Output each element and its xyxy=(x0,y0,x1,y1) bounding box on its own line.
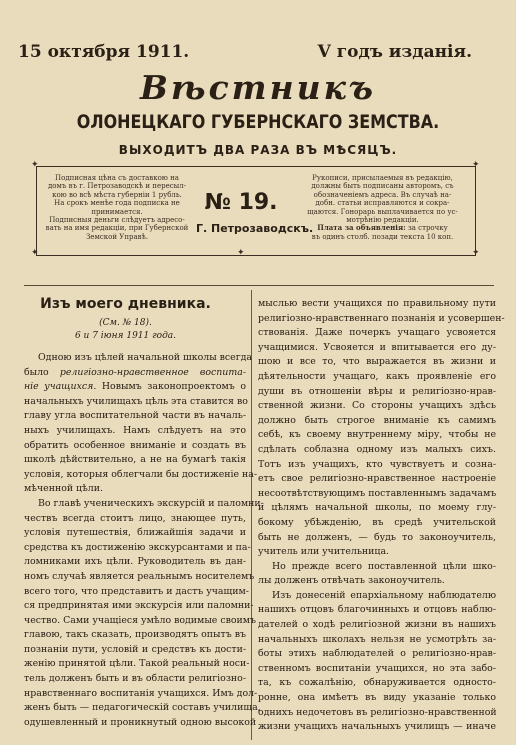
ornament-icon: ✦ xyxy=(31,248,39,258)
article-line: мыслью вести учащихся по правильному пути xyxy=(258,298,496,309)
issue-city: Г. Петрозаводскъ. xyxy=(196,222,314,235)
masthead-title: Вѣстникъ xyxy=(140,68,376,107)
article-reference: (См. № 18). xyxy=(99,318,152,328)
article-line: жизни учащихъ начальныхъ училищъ — иначе xyxy=(258,721,496,733)
subscription-line: вать на имя редакціи, при Губернской xyxy=(45,224,189,233)
article-line: ственной жизни. Со стороны учащихъ здѣсь xyxy=(258,400,496,412)
article-line: чествъ всегда стоитъ лицо, знающее путь, xyxy=(24,512,246,524)
article-line: обратить особенное вниманіе и создать въ xyxy=(24,439,246,451)
subscription-line: принимается. xyxy=(91,207,143,216)
publication-year: V годъ изданія. xyxy=(317,42,472,62)
article-line: Но прежде всего поставленной цѣли шко- xyxy=(272,560,496,572)
article-line: условія, которыя облегчали бы достиженіе на- xyxy=(24,468,258,480)
editorial-info xyxy=(290,174,475,241)
article-line: однихъ недочетовъ въ религіозно-нравственной xyxy=(258,706,497,718)
issue-number: № 19. xyxy=(204,190,278,215)
article-line: начальныхъ школахъ нельзя не усмотрѣть за- xyxy=(258,633,496,645)
subscription-line: На срокъ менѣе года подписка не xyxy=(54,199,180,208)
editorial-line: обозначеніемъ адреса. Въ случаѣ на- xyxy=(313,190,452,199)
article-line: условія путешествія, ближайшія задачи и xyxy=(24,527,246,539)
ornament-icon: ✦ xyxy=(472,160,480,170)
article-line: ломниками ихъ цѣли. Руководитель въ дан- xyxy=(24,556,246,568)
editorial-line: Рукописи, присылаемыя въ редакцію, xyxy=(312,174,453,182)
article-line: одушевленный и проникнутый одною высокой xyxy=(24,716,257,728)
article-line: та, къ сожалѣнію, обнаруживается односто- xyxy=(258,677,496,689)
article-line: Во главѣ ученическихъ экскурсій и паломни- xyxy=(38,497,264,509)
article-line: быть не долженъ, — будь то законоучитель, xyxy=(258,531,496,543)
article-line: ся предпринятая ими экскурсія или паломни- xyxy=(24,600,254,612)
issue-date: 15 октября 1911. xyxy=(18,42,190,62)
article-line: несоотвѣтствующимъ поставленнымъ задачамъ xyxy=(258,487,497,499)
article-line: лы долженъ отвѣчать законоучитель. xyxy=(258,575,445,587)
article-line: было религіозно-нравственное воспита- xyxy=(24,366,246,378)
article-line: сдѣлать соблазна одному изъ малыхъ сихъ. xyxy=(258,443,496,455)
editorial-line: щаются. Гонорарь выплачивается по ус- xyxy=(307,207,458,216)
article-line: Изъ донесеній епархіальному наблюдателю xyxy=(272,589,496,601)
ad-price-line xyxy=(290,224,475,232)
masthead-subtitle: ОЛОНЕЦКАГО ГУБЕРНСКАГО ЗЕМСТВА. xyxy=(76,111,440,133)
article-line: мѣченной цѣли. xyxy=(24,483,103,495)
article-line: себѣ, къ своему внутреннему міру, чтобы не xyxy=(258,429,496,441)
editorial-line: должны быть подписаны авторомъ, съ xyxy=(311,182,454,191)
article-line: познаніи пути, условій и средствъ къ дости- xyxy=(24,643,246,655)
subscription-line: Подписныя деньги слѣдуетъ адресо- xyxy=(49,216,185,225)
article-line: бокому убѣжденію, въ средѣ учительской xyxy=(258,516,496,528)
subscription-line: кою во всѣ мѣста губерніи 1 рубль. xyxy=(52,190,182,199)
article-line: ственномъ воспитаніи учащихся, но эта забо- xyxy=(258,662,496,674)
editorial-line: мотрѣнію редакціи. xyxy=(346,216,419,225)
subscription-line: Земской Управѣ. xyxy=(85,232,149,241)
article-line: учащимися. Усвояется и впитывается его ду- xyxy=(258,341,496,353)
section-divider xyxy=(24,285,494,286)
article-line: нашихъ отцовъ благочинныхъ и отцовъ наблю- xyxy=(258,604,496,616)
article-line: души въ отношеніи вѣры и религіозно-нрав- xyxy=(258,385,496,397)
article-line: номъ случаѣ является реальнымъ носителемъ xyxy=(24,570,255,582)
article-title: Изъ моего дневника. xyxy=(40,296,211,312)
publication-frequency: ВЫХОДИТЪ ДВА РАЗА ВЪ МѢСЯЦЪ. xyxy=(118,143,398,157)
ornament-icon: ✦ xyxy=(472,248,480,258)
subscription-line: домъ въ г. Петрозаводскѣ и пересыл- xyxy=(47,182,187,191)
article-column-right xyxy=(258,297,505,735)
article-line: нравственнаго воспитанія учащихся. Имъ дол- xyxy=(24,687,258,699)
article-line: ныхъ училищахъ. Намъ слѣдуетъ на это xyxy=(24,424,246,436)
article-date: 6 и 7 іюня 1911 года. xyxy=(74,331,177,341)
article-line: ствованія. Даже почеркъ учащаго усвояется xyxy=(258,327,496,339)
editorial-line: добн. статьи исправляются и сокра- xyxy=(315,199,450,208)
article-line: религіозно-нравственнаго познанія и усовершен- xyxy=(258,312,505,324)
article-line: учитель или учительница. xyxy=(258,546,390,558)
article-column-left xyxy=(24,351,264,730)
ad-price-label: Плата за объявленія: xyxy=(317,223,406,233)
article-line: дателей о ходѣ религіозной жизни въ нашихъ xyxy=(258,619,496,631)
article-line: женію принятой цѣли. Такой реальный носи- xyxy=(24,658,250,670)
ornament-icon: ✦ xyxy=(31,160,39,170)
article-line: Одною изъ цѣлей начальной школы всегда xyxy=(38,352,252,363)
article-line: шою и все то, что выражается въ жизни и xyxy=(258,356,496,368)
article-line: ніе учащихся. Новымъ законопроектомъ о xyxy=(24,381,246,393)
article-line: и цѣлямъ начальной школы, по моему глу- xyxy=(258,502,496,514)
ad-price-line2: въ одинъ столб. позади текста 10 коп. xyxy=(311,232,454,241)
article-line: начальныхъ училищахъ цѣль эта ставится во xyxy=(24,395,248,407)
subscription-line: Подписная цѣна съ доставкою на xyxy=(55,174,179,182)
article-line: должно быть строгое вниманіе къ самимъ xyxy=(258,414,496,426)
article-line: всего того, что представитъ и дастъ учащим- xyxy=(24,585,249,597)
article-line: чество. Сами учащіеся умѣло водимые своимъ xyxy=(24,614,257,626)
article-line: школѣ дѣйствительно, а не на бумагѣ такія xyxy=(24,454,246,466)
article-line: боты этихъ наблюдателей о религіозно-нрав- xyxy=(258,648,496,660)
article-line: дѣятельности учащаго, какъ проявленіе его xyxy=(258,370,496,382)
article-line: главу угла воспитательной части въ началь- xyxy=(24,410,246,422)
article-line: средства къ достиженію экскурсантами и па- xyxy=(24,541,251,553)
subscription-info xyxy=(42,174,192,241)
ornament-icon: ✦ xyxy=(237,248,245,258)
article-line: тель долженъ быть и въ области религіозно- xyxy=(24,673,246,685)
article-line: Тотъ изъ учащихъ, кто чувствуетъ и созна- xyxy=(258,458,496,470)
article-line: ронне, она имѣетъ въ виду указаніе только xyxy=(258,692,496,704)
ad-price-text: за строчку xyxy=(405,224,448,233)
article-line: етъ свое религіозно-нравственное настроеніе xyxy=(258,473,496,485)
article-line: женъ быть — педагогическій составъ училища, xyxy=(24,702,261,714)
article-line: главою, такъ сказать, производятъ опытъ въ xyxy=(24,629,246,641)
